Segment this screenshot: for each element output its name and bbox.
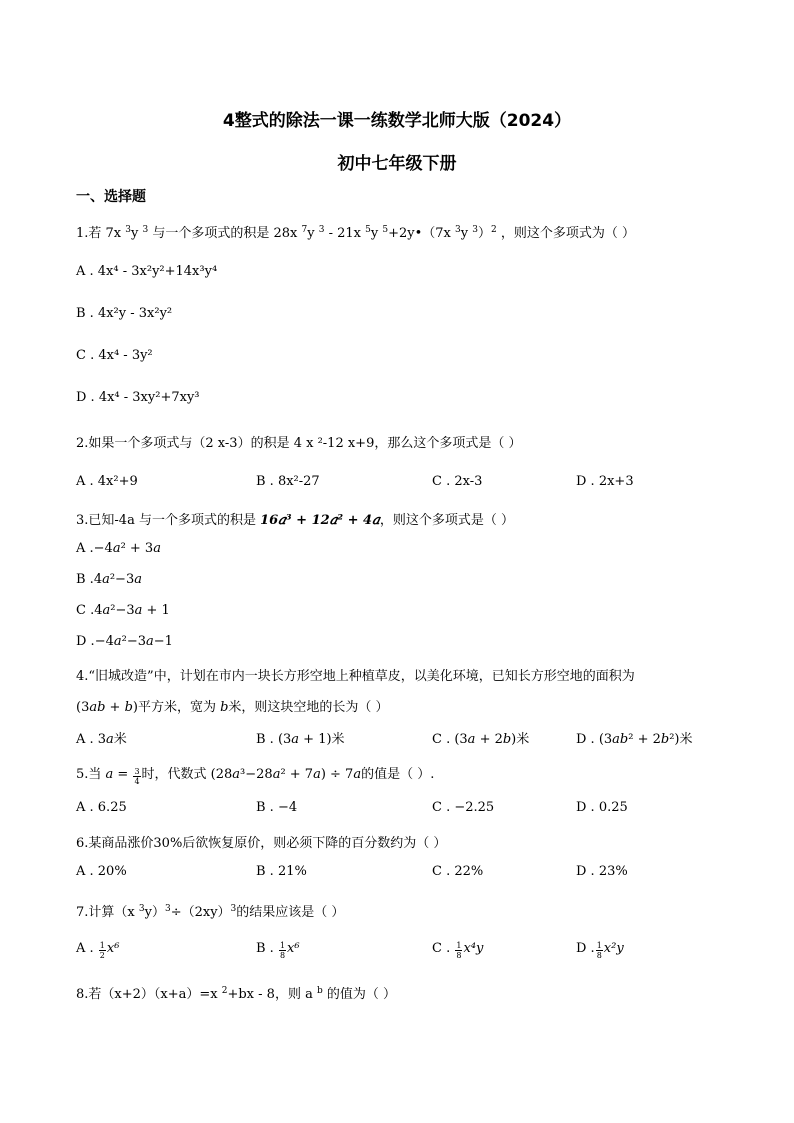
question-2-option-c: C . 2x-3	[432, 474, 483, 489]
question-7-option-b: B . $\frac{1}{8}$ 𝑥⁶	[256, 941, 300, 960]
question-4-option-d: D . (3𝑎𝑏² + 2𝑏²)米	[576, 732, 693, 747]
question-5-option-a: A . 6.25	[76, 800, 127, 815]
question-7-option-a: A . $\frac{1}{2}$ 𝑥⁶	[76, 941, 120, 960]
question-2-option-b: B . 8x²-27	[256, 474, 320, 489]
question-4-option-b: B . (3𝑎 + 1)米	[256, 732, 345, 747]
section-heading: 一、选择题	[76, 189, 146, 205]
question-7-option-c: C . $\frac{1}{8}$ 𝑥⁴𝑦	[432, 941, 484, 960]
question-3-stem: 3.已知-4a 与一个多项式的积是 16𝑎³ + 12𝑎² + 4𝑎，则这个多项式是（ ）	[76, 513, 514, 528]
question-4-stem-line-1: 4.“旧城改造”中，计划在市内一块长方形空地上种植草皮，以美化环境，已知长方形空地的面积为	[76, 669, 635, 684]
question-3-option-b: B .4𝑎²−3𝑎	[76, 572, 142, 587]
question-6-stem: 6.某商品涨价30%后欲恢复原价，则必须下降的百分数约为（ ）	[76, 836, 447, 851]
question-5-option-c: C . −2.25	[432, 800, 495, 815]
question-1-stem: 1.若 7x $^3$y $^3$ 与一个多项式的积是 28x $^7$y $^3$ - 21x $^5$y $^5$+2y•（7x $^3$y $^3$）$^2$ ，则这个多项式为（ ）	[76, 225, 635, 241]
question-2-option-a: A . 4x²+9	[76, 474, 138, 489]
question-5-option-b: B . −4	[256, 800, 298, 815]
question-1-option-c: C . 4x⁴ - 3y²	[76, 348, 153, 363]
question-7-option-d: D . $\frac{1}{8}$ 𝑥²𝑦	[576, 941, 624, 960]
question-1-option-b: B . 4x²y - 3x²y²	[76, 306, 173, 321]
document-title: 4整式的除法一课一练数学北师大版（2024）	[222, 111, 572, 131]
question-7-stem: 7.计算（x $^3y)^3\div(2xy)^3$的结果应该是（ ）	[76, 904, 345, 920]
question-5-stem: 5.当 𝑎 = $\frac{3}{4}$ 时，代数式 (28𝑎³−28𝑎² + 7𝑎) ÷ 7𝑎的值是（ ）.	[76, 767, 435, 786]
fraction: $\frac{3}{4}$	[134, 767, 140, 786]
question-1-option-a: A . 4x⁴ - 3x²y²+14x³y⁴	[76, 264, 218, 279]
question-6-option-a: A . 20%	[76, 864, 127, 879]
question-2-stem: 2.如果一个多项式与（2 x-3）的积是 4 x ²-12 x+9，那么这个多项式是（ ）	[76, 436, 522, 451]
question-6-option-d: D . 23%	[576, 864, 628, 879]
question-2-option-d: D . 2x+3	[576, 474, 634, 489]
question-4-option-c: C . (3𝑎 + 2𝑏)米	[432, 732, 530, 747]
question-8-stem: 8.若（x+2）（x+a）=x $^2$+bx - 8，则 a $^b$ 的值为（ ）	[76, 986, 396, 1002]
document-subtitle: 初中七年级下册	[337, 154, 457, 174]
question-3-option-d: D .−4𝑎²−3𝑎−1	[76, 634, 173, 649]
question-6-option-c: C . 22%	[432, 864, 484, 879]
question-1-option-d: D . 4x⁴ - 3xy²+7xy³	[76, 390, 200, 405]
question-6-option-b: B . 21%	[256, 864, 307, 879]
question-3-option-c: C .4𝑎²−3𝑎 + 1	[76, 603, 170, 618]
question-4-stem-line-2: (3𝑎𝑏 + 𝑏)平方米，宽为 𝑏米，则这块空地的长为（ ）	[76, 700, 389, 715]
question-5-option-d: D . 0.25	[576, 800, 628, 815]
question-3-option-a: A .−4𝑎² + 3𝑎	[76, 541, 161, 556]
question-4-option-a: A . 3𝑎米	[76, 732, 127, 747]
